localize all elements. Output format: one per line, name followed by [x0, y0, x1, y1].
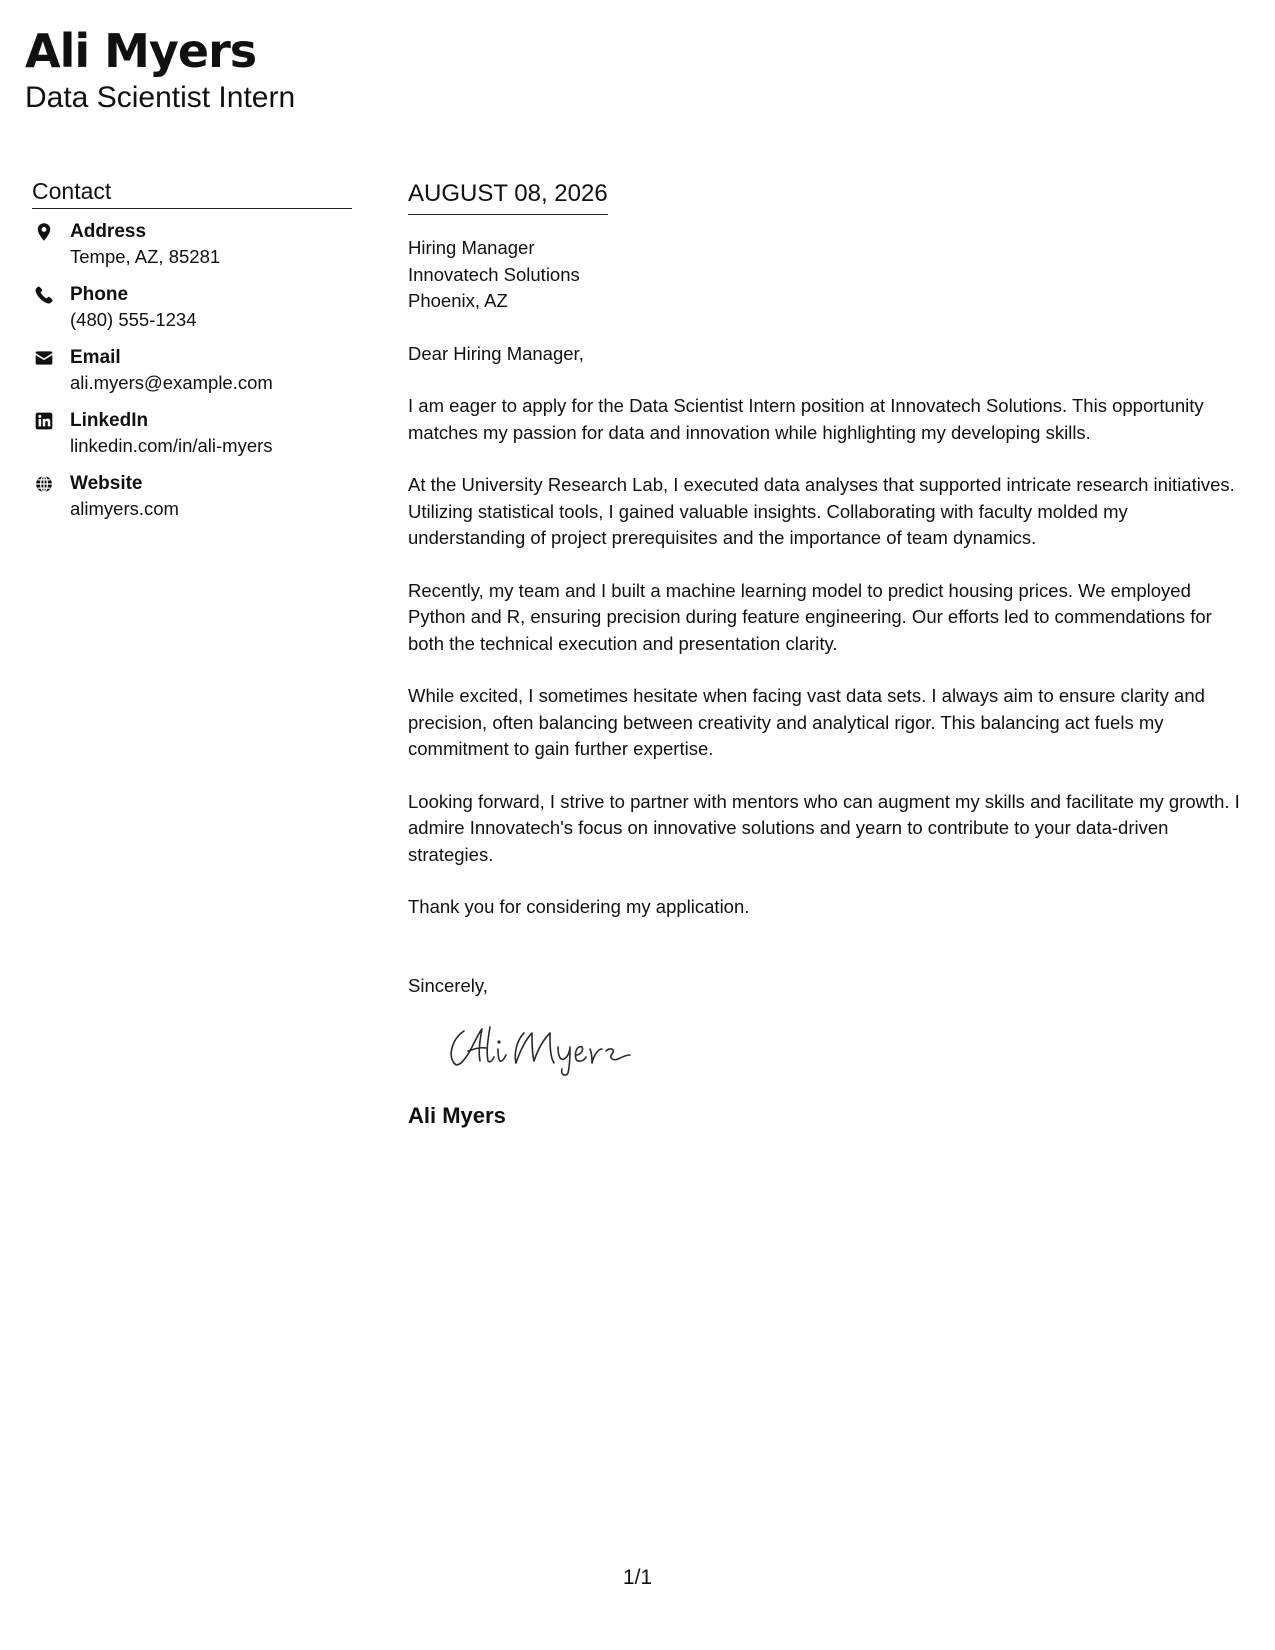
- handwritten-signature: [446, 1021, 636, 1077]
- contact-value: linkedin.com/in/ali-myers: [70, 435, 273, 456]
- letter-paragraph: Looking forward, I strive to partner with mentors who can augment my skills and facilitate my growth. I admire Innovatech's focus on innovative solutions and yearn to contribute to your data-driven strategies.: [408, 790, 1240, 865]
- contact-item-website: [32, 471, 352, 534]
- applicant-name: Ali Myers: [25, 24, 257, 78]
- contact-label: LinkedIn: [70, 410, 149, 431]
- letter-body: [408, 178, 1248, 1131]
- linkedin-icon: [34, 411, 54, 431]
- contact-item-phone: [32, 282, 352, 345]
- phone-icon: [34, 285, 54, 305]
- closing: Sincerely,: [408, 974, 488, 996]
- recipient-line: Innovatech Solutions: [408, 263, 580, 285]
- letter-paragraph: I am eager to apply for the Data Scientist Intern position at Innovatech Solutions. This opportunity matches my passion for data and innovation while highlighting my developing skills.: [408, 395, 1204, 443]
- map-pin-icon: [34, 222, 54, 242]
- contact-item-email: [32, 345, 352, 408]
- envelope-icon: [34, 348, 54, 368]
- contact-value: (480) 555-1234: [70, 309, 197, 330]
- contact-list: [32, 219, 352, 534]
- salutation: Dear Hiring Manager,: [408, 342, 584, 364]
- contact-item-linkedin: [32, 408, 352, 471]
- contact-value: Tempe, AZ, 85281: [70, 246, 221, 267]
- job-title: Data Scientist Intern: [25, 81, 296, 114]
- letter-paragraph: Recently, my team and I built a machine learning model to predict housing prices. We employed Python and R, ensuring precision during feature engineering. Our efforts led to commendations for both the technical execution and presentation clarity.: [408, 579, 1212, 654]
- recipient-block: [408, 235, 1248, 315]
- globe-icon: [34, 474, 54, 494]
- contact-label: Email: [70, 347, 121, 368]
- contact-value: alimyers.com: [70, 498, 179, 519]
- recipient-line: Phoenix, AZ: [408, 290, 508, 311]
- letter-paragraph: Thank you for considering my application.: [408, 896, 750, 917]
- letter-date: AUGUST 08, 2026: [408, 178, 608, 215]
- contact-label: Address: [70, 221, 147, 242]
- contact-label: Phone: [70, 284, 129, 305]
- page-number: 1/1: [622, 1566, 653, 1589]
- header: [25, 20, 295, 116]
- letter-paragraph: At the University Research Lab, I executed data analyses that supported intricate research initiatives. Utilizing statistical tools, I gained valuable insights. Collaborating with faculty molded my understanding of project prerequisites and the importance of team dynamics.: [408, 474, 1235, 548]
- contact-item-address: [32, 219, 352, 282]
- recipient-line: Hiring Manager: [408, 237, 535, 258]
- contact-label: Website: [70, 473, 143, 494]
- letter-paragraph: While excited, I sometimes hesitate when facing vast data sets. I always aim to ensure clarity and precision, often balancing between creativity and analytical rigor. This balancing act fuels my commitment to gain further expertise.: [408, 685, 1205, 759]
- contact-heading: Contact: [32, 176, 352, 209]
- signer-name: Ali Myers: [408, 1103, 506, 1128]
- contact-sidebar: [32, 176, 352, 534]
- contact-value: ali.myers@example.com: [70, 372, 273, 393]
